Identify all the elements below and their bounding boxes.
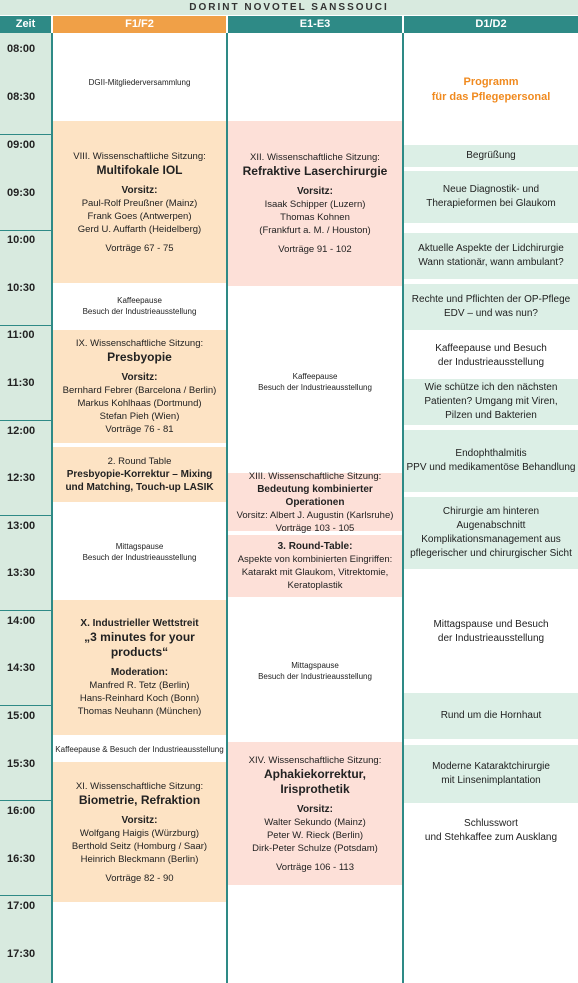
nursing-coffee-break: Kaffeepause und Besuch der Industrieausstellung (435, 343, 547, 368)
round-table-3: 3. Round-Table: Aspekte von kombinierten Eingriffen: Katarakt mit Glaukom, Vitrektomie, Keratoplastik (228, 535, 402, 597)
time-label: 11:30 (7, 377, 35, 389)
talks-range: Vorträge 106 - 113 (276, 861, 354, 873)
session-label: 2. Round Table (107, 456, 172, 467)
talks-range: Vorträge 67 - 75 (105, 242, 174, 254)
moderator-name: Manfred R. Tetz (Berlin) (89, 680, 190, 691)
nursing-hygiene: Wie schütze ich den nächsten Patienten? Umgang mit Viren, Pilzen und Bakterien (404, 379, 578, 425)
time-label: 16:00 (7, 805, 36, 817)
talks-range: Vorträge 103 - 105 (275, 522, 355, 534)
nursing-hornhaut: Rund um die Hornhaut (404, 693, 578, 739)
nursing-op-pflege: Rechte und Pflichten der OP-Pflege EDV – und was nun? (404, 284, 578, 330)
column-header-zeit: Zeit (0, 16, 51, 33)
moderation-label: Moderation: (110, 667, 169, 678)
time-label: 15:00 (7, 710, 36, 722)
chair-label: Vorsitz: (121, 372, 158, 383)
session-title: Presbyopie (107, 350, 172, 364)
chair-name: Wolfgang Haigis (Würzburg) (79, 827, 200, 839)
nursing-closing: Schlusswort und Stehkaffee zum Ausklang (424, 818, 558, 843)
session-viii (53, 121, 226, 283)
time-label: 12:30 (7, 472, 36, 484)
chair-label: Vorsitz: (121, 184, 158, 196)
time-label: 16:30 (7, 853, 36, 865)
chair-name: Thomas Kohnen (280, 212, 350, 223)
chair-name: Walter Sekundo (Mainz) (264, 816, 366, 828)
time-label: 08:00 (7, 43, 36, 55)
moderator-name: Thomas Neuhann (München) (77, 706, 202, 717)
session-label: XI. Wissenschaftliche Sitzung: (75, 780, 204, 792)
time-label: 09:00 (7, 139, 36, 151)
nursing-katarakt: Moderne Kataraktchirurgie mit Linsenimplantation (404, 745, 578, 803)
time-label: 12:00 (7, 425, 36, 437)
talks-range: Vorträge 91 - 102 (278, 244, 352, 255)
nursing-glaukom: Neue Diagnostik- und Therapieformen bei Glaukom (404, 171, 578, 223)
column-header-d1-d2: D1/D2 (404, 16, 578, 33)
session-xiii (228, 470, 402, 534)
session-title: „3 minutes for your products“ (84, 630, 195, 659)
chair-label: Vorsitz: (121, 814, 158, 826)
coffee-break: Kaffeepause Besuch der Industrieausstellung (82, 296, 197, 316)
chair-line: Vorsitz: Albert J. Augustin (Karlsruhe) (236, 509, 394, 521)
time-label: 08:30 (7, 91, 36, 103)
nursing-hinterer-augenabschnitt: Chirurgie am hinteren Augenabschnitt Komplikationsmanagement aus pflegerischer und chirurgischer Sicht (404, 497, 578, 569)
member-meeting: DGII-Mitgliederversammlung (88, 77, 191, 87)
time-label: 15:30 (7, 758, 36, 770)
column-header-f1-f2: F1/F2 (53, 16, 226, 33)
session-title: Bedeutung kombinierter Operationen (257, 483, 373, 508)
time-label: 17:00 (7, 900, 36, 912)
time-label: 10:00 (7, 234, 36, 246)
session-xiv (228, 742, 402, 885)
time-label: 11:00 (7, 329, 35, 341)
talks-range: Vorträge 82 - 90 (105, 872, 174, 884)
session-title: Multifokale IOL (96, 162, 183, 177)
talks-range: Vorträge 76 - 81 (105, 424, 174, 435)
nursing-welcome: Begrüßung (404, 145, 578, 167)
time-label: 13:00 (7, 520, 36, 532)
chair-name: Bernhard Febrer (Barcelona / Berlin) (62, 385, 217, 396)
session-ix (53, 330, 226, 443)
session-label: XIII. Wissenschaftliche Sitzung: (248, 470, 382, 482)
chair-name: Gerd U. Auffarth (Heidelberg) (77, 223, 202, 235)
venue-title: DORINT NOVOTEL SANSSOUCI (0, 0, 578, 15)
chair-name: Stefan Pieh (Wien) (99, 411, 180, 422)
nursing-program-title: Programm für das Pflegepersonal (431, 76, 551, 103)
lunch-break: Mittagspause Besuch der Industrieausstellung (82, 542, 197, 562)
coffee-break: Kaffeepause & Besuch der Industrieausstellung (55, 744, 224, 754)
chair-label: Vorsitz: (297, 186, 333, 197)
time-label: 14:30 (7, 662, 36, 674)
chair-name: Isaak Schipper (Luzern) (264, 199, 366, 210)
column-header-e1-e3: E1-E3 (228, 16, 402, 33)
chair-name: (Frankfurt a. M. / Houston) (259, 225, 371, 236)
session-label: XII. Wissenschaftliche Sitzung: (250, 152, 380, 163)
chair-name: Peter W. Rieck (Berlin) (266, 829, 364, 841)
lunch-break: Mittagspause Besuch der Industrieausstellung (258, 661, 372, 681)
round-table-2: 2. Round Table Presbyopie-Korrektur – Mixing und Matching, Touch-up LASIK (53, 447, 226, 502)
time-label: 10:30 (7, 282, 36, 294)
nursing-lunch-break: Mittagspause und Besuch der Industrieausstellung (433, 619, 549, 644)
session-title: Refraktive Laserchirurgie (242, 164, 388, 178)
chair-label: Vorsitz: (297, 803, 333, 815)
time-label: 14:00 (7, 615, 36, 627)
nursing-endophthalmitis: Endophthalmitis PPV und medikamentöse Behandlung (404, 430, 578, 492)
session-label: 3. Round-Table: (277, 541, 353, 552)
session-label: X. Industrieller Wettstreit (80, 618, 199, 629)
session-label: XIV. Wissenschaftliche Sitzung: (248, 754, 382, 766)
industry-contest (53, 600, 226, 735)
session-xii (228, 121, 402, 286)
moderator-name: Hans-Reinhard Koch (Bonn) (79, 693, 200, 704)
chair-name: Frank Goes (Antwerpen) (87, 210, 192, 222)
chair-name: Berthold Seitz (Homburg / Saar) (71, 840, 208, 852)
session-title: Aphakiekorrektur, Irisprothetik (263, 766, 367, 796)
chair-name: Heinrich Bleckmann (Berlin) (80, 853, 199, 865)
time-label: 17:30 (7, 948, 36, 960)
session-label: VIII. Wissenschaftliche Sitzung: (73, 150, 206, 162)
time-label: 09:30 (7, 187, 36, 199)
coffee-break: Kaffeepause Besuch der Industrieausstellung (258, 372, 372, 392)
nursing-lidchirurgie: Aktuelle Aspekte der Lidchirurgie Wann stationär, wann ambulant? (404, 233, 578, 279)
session-label: IX. Wissenschaftliche Sitzung: (75, 338, 204, 349)
chair-name: Paul-Rolf Preußner (Mainz) (81, 197, 198, 209)
chair-name: Dirk-Peter Schulze (Potsdam) (252, 842, 378, 854)
session-xi (53, 762, 226, 902)
session-title: Biometrie, Refraktion (78, 792, 201, 807)
time-label: 13:30 (7, 567, 36, 579)
time-column (0, 33, 51, 983)
chair-name: Markus Kohlhaas (Dortmund) (77, 398, 202, 409)
